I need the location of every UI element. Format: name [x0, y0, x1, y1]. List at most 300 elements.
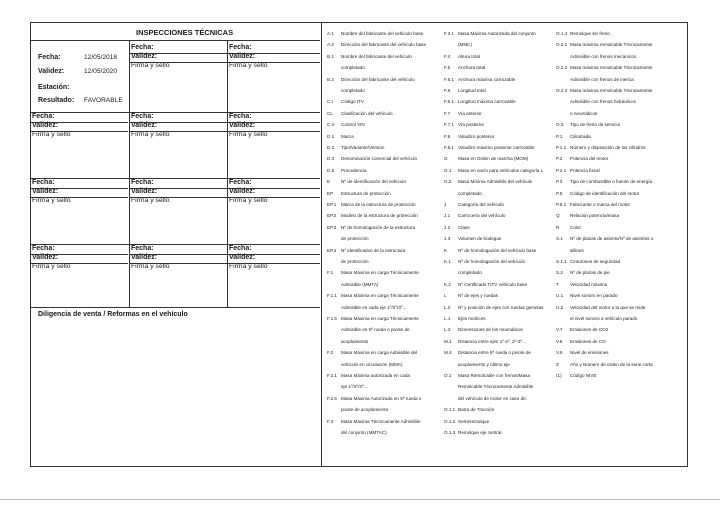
cell-firma-label: Firma y sello	[32, 131, 71, 138]
legend-text: eje 1º/2º/3º...	[341, 384, 368, 390]
legend-text: Remolcable Técnicamente Admisible	[458, 384, 534, 390]
legend-item	[444, 316, 486, 321]
legend-text: Tipo de freno de servicio	[570, 122, 621, 128]
legend-text: Masa Máxima autorizada en cada	[341, 373, 410, 378]
legend-code: O.3	[556, 122, 564, 128]
legend-text: Masa Máxima en carga Admisible del	[341, 350, 418, 356]
legend-text: Masa Máxima en carga Técnicamente	[341, 293, 419, 299]
legend-code: E	[327, 179, 331, 185]
legend-item	[327, 134, 354, 139]
diligencia-label: Diligencia de venta / Reformas en el vehículo	[38, 311, 188, 318]
legend-item	[444, 339, 526, 344]
legend-item	[327, 77, 415, 82]
legend-text: Nº de homologación del vehículo base	[458, 247, 537, 253]
legend-code: P.2	[556, 156, 563, 162]
legend-item	[556, 350, 609, 355]
cell-firma-label: Firma y sello	[32, 263, 71, 270]
legend-item	[556, 339, 606, 344]
legend-code: D.6	[327, 167, 335, 173]
legend-code: T	[556, 281, 559, 287]
legend-item	[327, 236, 369, 241]
legend-code: EP.3	[327, 224, 337, 230]
legend-code: C.V	[327, 122, 335, 128]
legend-text: Masa en Orden de marcha (MOM)	[458, 156, 529, 162]
resultado-value: FAVORABLE	[84, 97, 123, 104]
legend-text: o neumáticos	[570, 110, 598, 116]
legend-code: L.2	[444, 327, 451, 333]
legend-text: Clase	[458, 224, 470, 230]
cell-firma-label: Firma y sello	[131, 197, 170, 204]
legend-text: Nº de ejes y ruedas	[458, 293, 498, 299]
legend-code: F.3.1	[444, 31, 454, 36]
legend-text: Masa Máxima Técnicamente Admisible	[341, 418, 421, 424]
legend-item	[556, 42, 652, 47]
legend-item	[327, 111, 393, 116]
row-divider	[30, 112, 320, 113]
legend-item	[327, 407, 388, 412]
legend-code: K.1	[444, 259, 451, 264]
legend-item	[444, 213, 506, 218]
legend-item	[327, 373, 410, 378]
legend-text: Cinturones de seguridad	[570, 259, 621, 264]
legend-item	[556, 156, 608, 161]
legend-code: K.2	[444, 281, 451, 287]
legend-code: B.2	[327, 76, 334, 82]
legend-item	[444, 65, 485, 70]
legend-item	[327, 316, 419, 321]
legend-item	[556, 145, 646, 150]
legend-text: Nº Certificado TITV vehículo base	[458, 281, 527, 287]
legend-text: Admisible con frenos mecánicos	[570, 53, 636, 59]
legend-text: Masa Mínima Admisible del vehículo	[458, 179, 533, 185]
legend-item	[444, 202, 504, 207]
legend-code: J.3	[444, 236, 451, 242]
resultado-label: Resultado:	[38, 97, 75, 104]
legend-text: Dirección del fabricante del vehículo	[341, 76, 415, 82]
legend-code: F.4	[444, 53, 451, 59]
legend-text: Masa máxima remolcable Técnicamente	[570, 42, 653, 48]
legend-item	[444, 191, 482, 196]
legend-item	[327, 327, 410, 332]
legend-text: Relación potencia/masa	[570, 213, 620, 219]
legend-item	[327, 54, 412, 59]
legend-code: G	[444, 156, 448, 162]
cell-validez-label: Validez:	[131, 188, 158, 195]
legend-text: Emisiones de CO	[570, 338, 606, 344]
legend-item	[444, 419, 489, 424]
legend-item	[556, 99, 636, 104]
legend-item	[556, 54, 636, 59]
legend-text: Código NIVE	[570, 373, 597, 378]
legend-code: R	[556, 224, 560, 230]
legend-text: Nº identificativo de la estructura	[341, 247, 406, 253]
legend-item	[556, 88, 652, 93]
legend-text: Marca	[341, 133, 354, 139]
cell-firma-label: Firma y sello	[131, 62, 170, 69]
legend-item	[556, 327, 608, 332]
legend-code: EP.1	[327, 202, 337, 207]
legend-text: Código de identificación del motor	[570, 190, 640, 196]
legend-item	[327, 259, 369, 264]
legend-text: Nº de homologación de la estructura	[341, 224, 416, 230]
cell-validez-label: Validez:	[229, 188, 256, 195]
cell-fecha-label: Fecha:	[229, 245, 252, 252]
legend-code: F.2.5	[327, 395, 337, 401]
legend-code: F.2	[327, 350, 334, 356]
legend-code: M.1	[444, 338, 452, 344]
fecha-value: 12/05/2018	[84, 54, 118, 61]
legend-text: Denominación comercial del vehículo	[341, 156, 418, 162]
legend-item	[444, 430, 501, 435]
legend-item	[444, 122, 484, 127]
legend-item	[444, 168, 543, 173]
legend-code: P.2.1	[556, 167, 567, 173]
cell-firma-label: Firma y sello	[131, 131, 170, 138]
legend-text: Masa máxima remolcable Técnicamente	[570, 88, 653, 93]
legend-item	[327, 430, 387, 435]
legend-code: F.3	[327, 418, 334, 424]
cell-firma-label: Firma y sello	[32, 197, 71, 204]
legend-text: Anchura total	[458, 65, 486, 71]
legend-text: Anchura máxima carrozable	[458, 76, 516, 82]
legend-item	[444, 407, 494, 412]
legend-code: L.1	[444, 316, 451, 321]
legend-text: Control VIN	[341, 122, 365, 128]
legend-code: A.1	[327, 31, 334, 36]
legend-code: O.1.1	[444, 407, 456, 413]
legend-item	[327, 191, 391, 196]
legend-item	[556, 236, 653, 241]
legend-text: sillines	[570, 247, 584, 253]
legend-code: F.7	[444, 110, 451, 116]
legend-text: Nombre del fabricante del vehículo	[341, 53, 412, 59]
legend-item	[556, 270, 610, 275]
legend-text: completado	[458, 190, 482, 196]
legend-code: P.5	[556, 190, 563, 196]
legend-item	[444, 362, 510, 367]
legend-text: completado	[458, 270, 482, 276]
legend-item	[444, 88, 486, 93]
legend-code: Q	[556, 213, 560, 219]
legend-item	[444, 31, 536, 36]
cell-fecha-label: Fecha:	[32, 113, 55, 120]
legend-item	[556, 305, 645, 310]
legend-text: Tipo de combustible o fuente de energía	[570, 179, 653, 185]
legend-text: Velocidad del motor a la que se mide	[570, 304, 646, 310]
legend-code: B.1	[327, 53, 334, 59]
cell-fecha-label: Fecha:	[131, 113, 154, 120]
diligencia-divider	[30, 307, 320, 308]
legend-item	[327, 99, 364, 104]
legend-code: M.4	[444, 350, 452, 356]
legend-item	[327, 31, 423, 36]
legend-text: del conjunto (MMTAC)	[341, 430, 387, 435]
legend-text: Admisible con frenos hidráulicos	[570, 99, 636, 105]
cell-validez-label: Validez:	[131, 122, 158, 129]
legend-text: Velocidad máxima	[570, 281, 608, 287]
grid-line	[227, 40, 228, 307]
legend-item	[444, 259, 525, 264]
legend-code: D.1	[327, 133, 335, 139]
legend-text: Código ITV	[341, 99, 364, 105]
legend-code: S.1.1	[556, 259, 567, 264]
legend-code: V.7	[556, 327, 563, 333]
legend-text: Potencia fiscal	[570, 167, 600, 173]
legend-item	[327, 145, 384, 150]
legend-item	[327, 270, 419, 275]
legend-code: P.1.1	[556, 145, 567, 150]
legend-item	[444, 270, 482, 275]
legend-code: Z	[556, 361, 559, 367]
legend-item	[556, 179, 652, 184]
cell-fecha-label: Fecha:	[229, 44, 252, 51]
legend-text: completado	[341, 65, 365, 71]
legend-code: O.2.1	[556, 42, 568, 48]
legend-code: F.5.1	[444, 76, 454, 82]
legend-item	[327, 202, 416, 207]
legend-code: D.2	[327, 145, 335, 150]
estacion-label: Estación:	[38, 84, 70, 91]
legend-text: Volumen de bodegas	[458, 236, 502, 242]
legend-code: O.1	[444, 373, 452, 378]
legend-code: O.2.3	[556, 88, 568, 93]
legend-text: Remolque sin freno	[570, 31, 610, 36]
legend-item	[444, 145, 535, 150]
legend-code: O.1.4	[556, 31, 568, 36]
legend-text: Tipo/Variante/Versión	[341, 145, 385, 150]
legend-item	[327, 168, 367, 173]
legend-text: Cilindrada	[570, 133, 591, 139]
legend-item	[556, 293, 618, 298]
legend-text: Marca de la estructura de protección	[341, 202, 416, 207]
legend-code: EP.2	[327, 213, 337, 219]
cell-fecha-label: Fecha:	[131, 44, 154, 51]
legend-item	[444, 134, 495, 139]
legend-text: Voladizo máximo posterior carrozable	[458, 145, 535, 150]
legend-text: acoplamiento	[341, 338, 369, 344]
legend-text: Nivel sonoro en parado	[570, 293, 618, 299]
legend-code: L	[444, 293, 447, 299]
legend-item	[444, 54, 480, 59]
legend-text: Admisible con frenos de inercia	[570, 76, 634, 82]
legend-code: P.1	[556, 133, 563, 139]
legend-text: Ejes motrices	[458, 316, 486, 321]
legend-text: Masa Máxima en carga Técnicamente	[341, 316, 419, 321]
legend-item	[556, 77, 634, 82]
legend-text: Número y disposición de los cilindros	[570, 145, 646, 150]
legend-code: G.2	[444, 179, 452, 185]
legend-code: F.1.5	[327, 316, 337, 321]
legend-item	[327, 305, 406, 310]
legend-code: F.1	[327, 270, 334, 276]
page-bottom-edge	[0, 499, 720, 500]
legend-item	[444, 373, 530, 378]
legend-code: F.7.1	[444, 122, 454, 128]
legend-code: C.I	[327, 99, 333, 105]
cell-fecha-label: Fecha:	[131, 245, 154, 252]
cell-validez-label: Validez:	[229, 53, 256, 60]
legend-item	[327, 419, 421, 424]
legend-code: P.3	[556, 179, 563, 185]
legend-text: Nombre del fabricante del vehículo base	[341, 31, 424, 36]
legend-code: (1)	[556, 373, 562, 378]
legend-item	[444, 42, 472, 47]
legend-item	[556, 225, 581, 230]
cell-firma-label: Firma y sello	[229, 131, 268, 138]
legend-text: Admisible en cada eje 1º/2º/3º...	[341, 304, 407, 310]
legend-text: Masa Máxima en carga Técnicamente	[341, 270, 419, 276]
legend-item	[556, 191, 639, 196]
legend-item	[444, 156, 528, 161]
legend-text: vehículo en circulación (MMA)	[341, 361, 403, 367]
legend-item	[327, 225, 415, 230]
legend-text: Estructura de protección	[341, 190, 391, 196]
legend-text: Procedencia	[341, 167, 367, 173]
cell-validez-label: Validez:	[229, 254, 256, 261]
legend-item	[327, 293, 419, 298]
legend-text: Color	[570, 224, 581, 230]
cell-firma-label: Firma y sello	[229, 263, 268, 270]
legend-text: Nº de homologación del vehículo	[458, 259, 526, 264]
legend-item	[556, 168, 600, 173]
legend-item	[327, 248, 406, 253]
fecha-label: Fecha:	[38, 54, 61, 61]
legend-code: F.6.1	[444, 99, 454, 105]
title-divider	[30, 40, 320, 41]
legend-text: Distancia entre 5ª rueda o pivote de	[458, 350, 531, 356]
legend-item	[556, 122, 620, 127]
legend-text: Fabricante o marca del motor	[570, 202, 630, 207]
legend-code: O.2.2	[556, 65, 568, 71]
cell-fecha-label: Fecha:	[32, 245, 55, 252]
legend-text: Masa Máxima Autorizada en 5ª rueda o	[341, 395, 422, 401]
legend-text: Modelo de la estructura de protección	[341, 213, 418, 219]
legend-code: A.2	[327, 42, 334, 48]
legend-item	[327, 88, 365, 93]
legend-code: P.5.1	[556, 202, 567, 207]
legend-code: L.0	[444, 304, 451, 310]
legend-item	[327, 384, 368, 389]
legend-text: Año y Número de orden de la serie corta	[570, 361, 653, 367]
legend-item	[444, 179, 532, 184]
legend-code: J.2	[444, 224, 451, 230]
legend-text: Distancia entre ejes 1º-2º, 2º-3º...	[458, 338, 526, 344]
legend-text: Semirremolque	[458, 418, 490, 424]
legend-item	[327, 282, 378, 287]
legend-text: (MMC)	[458, 42, 473, 48]
legend-code: K	[444, 247, 448, 253]
cell-validez-label: Validez:	[229, 122, 256, 129]
legend-code: EP	[327, 190, 334, 196]
legend-text: completado	[341, 88, 365, 93]
legend-item	[444, 282, 527, 287]
cell-firma-label: Firma y sello	[131, 263, 170, 270]
legend-text: Altura total	[458, 53, 480, 59]
legend-item	[444, 111, 482, 116]
legend-code: F.5	[444, 65, 451, 71]
legend-text: Nivel de emisiones	[570, 350, 609, 356]
legend-item	[556, 259, 620, 264]
legend-text: Masa máxima remolcable Técnicamente	[570, 65, 653, 71]
legend-item	[444, 225, 470, 230]
legend-item	[556, 65, 652, 70]
grid-line	[129, 40, 130, 307]
legend-text: Dirección del fabricante del vehículo base	[341, 42, 427, 48]
legend-text: Masa en vacío para vehículos categoría L	[458, 167, 544, 173]
cell-validez-label: Validez:	[131, 53, 158, 60]
legend-text: Remolque eje central	[458, 430, 502, 435]
legend-item	[556, 213, 619, 218]
cell-validez-label: Validez:	[131, 254, 158, 261]
legend-text: Masa Remolcable con frenos/Masa	[458, 373, 531, 378]
legend-code: S.1	[556, 236, 563, 242]
legend-item	[444, 99, 516, 104]
legend-item	[556, 316, 637, 321]
legend-text: Vía anterior	[458, 110, 482, 116]
legend-text: Carrocería del vehículo	[458, 213, 506, 219]
legend-item	[327, 65, 365, 70]
legend-code: U.1	[556, 293, 564, 299]
cell-validez-label: Validez:	[32, 122, 59, 129]
legend-item	[327, 362, 403, 367]
legend-code: G.1	[444, 167, 452, 173]
legend-item	[556, 373, 597, 378]
legend-code: O.1.2	[444, 418, 456, 424]
legend-code: F.8.1	[444, 145, 454, 150]
legend-item	[444, 248, 536, 253]
legend-text: Vía posterior	[458, 122, 485, 128]
cell-fecha-label: Fecha:	[32, 179, 55, 186]
legend-item	[327, 42, 426, 47]
legend-item	[444, 384, 533, 389]
legend-code: F.8	[444, 133, 451, 139]
legend-code: V.9	[556, 350, 563, 356]
legend-item	[444, 77, 515, 82]
legend-text: acoplamiento y último eje	[458, 361, 510, 367]
legend-code: J.1	[444, 213, 451, 219]
legend-text: Categoría del vehículo	[458, 202, 504, 207]
cell-fecha-label: Fecha:	[229, 179, 252, 186]
legend-text: del vehículo de motor en caso de:	[458, 395, 527, 401]
legend-code: S.2	[556, 270, 563, 276]
legend-text: Masa Máxima Autorizada del conjunto	[458, 31, 536, 36]
legend-code: F.1.1	[327, 293, 337, 299]
legend-item	[444, 305, 543, 310]
legend-text: Admisible en 5ª rueda o pivote de	[341, 327, 410, 333]
legend-item	[327, 396, 421, 401]
legend-code: CL	[327, 110, 333, 116]
legend-text: Potencia del motor	[570, 156, 609, 162]
legend-text: Voladizo posterior	[458, 133, 495, 139]
validez-label: Validez:	[38, 68, 65, 75]
legend-item	[444, 396, 527, 401]
cell-firma-label: Firma y sello	[229, 62, 268, 69]
legend-item	[444, 293, 498, 298]
legend-item	[556, 282, 607, 287]
legend-code: V.8	[556, 338, 563, 344]
legend-text: Nº de plazas de asiento/Nº de asientos o	[570, 236, 654, 242]
legend-text: Longitud total	[458, 88, 486, 93]
legend-item	[327, 122, 365, 127]
legend-text: Barra de Tracción	[458, 407, 495, 413]
legend-item	[327, 350, 417, 355]
legend-text: el nivel sonoro a vehículo parado	[570, 316, 638, 321]
inspections-title: INSPECCIONES TÉCNICAS	[136, 28, 234, 37]
legend-item	[327, 179, 406, 184]
legend-item	[556, 31, 610, 36]
legend-item	[327, 213, 418, 218]
row-divider	[30, 178, 320, 179]
